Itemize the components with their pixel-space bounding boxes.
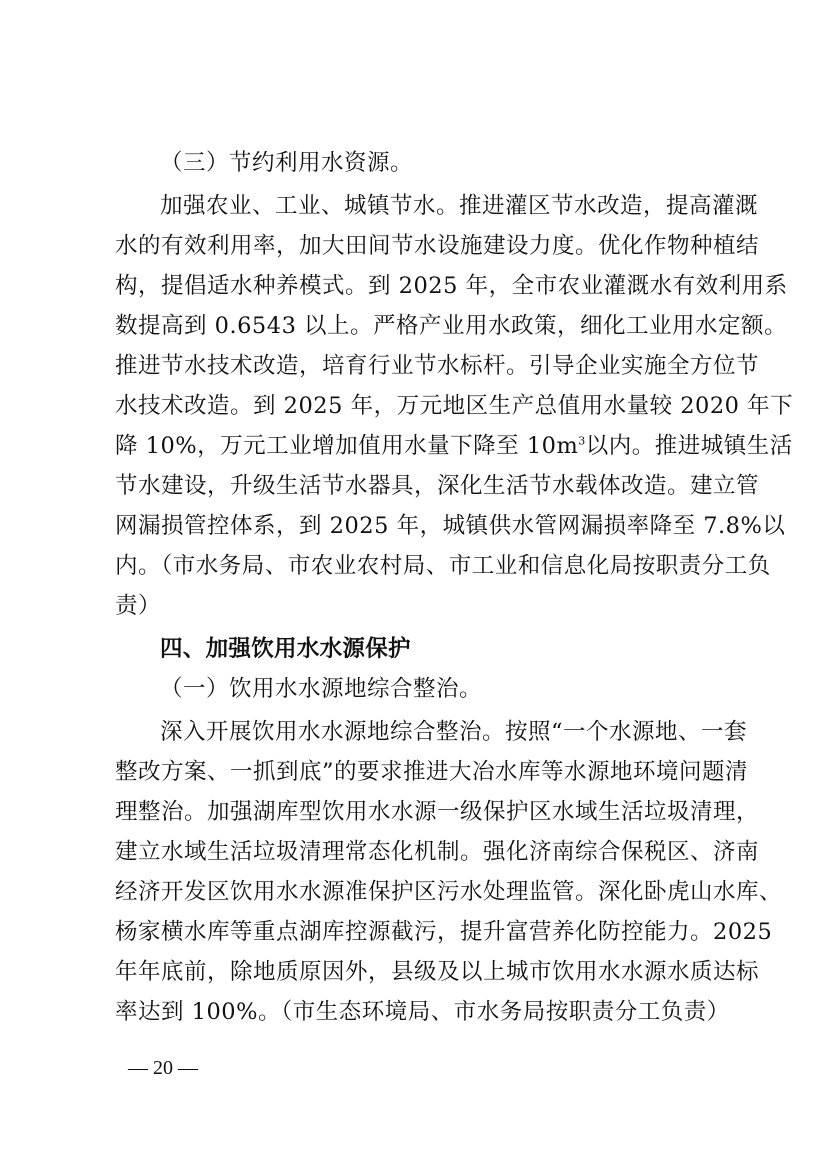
paragraph-line: 内。（市水务局、市农业农村局、市工业和信息化局按职责分工负: [115, 553, 771, 579]
paragraph-line: 建立水域生活垃圾清理常态化机制。强化济南综合保税区、济南: [115, 839, 760, 865]
text-segment: 以内。推进城镇生活: [585, 433, 793, 459]
paragraph-line: 经济开发区饮用水水源准保护区污水处理监管。深化卧虎山水库、: [115, 879, 783, 905]
superscript-exponent: 3: [578, 434, 586, 448]
section-4-heading: 四、加强饮用水水源保护: [160, 636, 411, 662]
section-3-title: （三）节约利用水资源。: [160, 150, 414, 176]
paragraph-line: 推进节水技术改造，培育行业节水标杆。引导企业实施全方位节: [115, 353, 760, 379]
paragraph-line: [115, 426, 793, 466]
paragraph-line: 杨家横水库等重点湖库控源截污，提升富营养化防控能力。2025: [115, 919, 773, 945]
paragraph-line: 年年底前，除地质原因外，县级及以上城市饮用水水源水质达标: [115, 959, 760, 985]
paragraph-line: 率达到 100%。（市生态环境局、市水务局按职责分工负责）: [115, 999, 730, 1025]
paragraph-line: 加强农业、工业、城镇节水。推进灌区节水改造，提高灌溉: [160, 193, 759, 219]
paragraph-line: 数提高到 0.6543 以上。严格产业用水政策，细化工业用水定额。: [115, 313, 788, 339]
paragraph-line: 构，提倡适水种养模式。到 2025 年，全市农业灌溉水有效利用系: [115, 273, 788, 299]
paragraph-line: 水技术改造。到 2025 年，万元地区生产总值用水量较 2020 年下: [115, 393, 794, 419]
paragraph-line: 深入开展饮用水水源地综合整治。按照“一个水源地、一套: [160, 719, 748, 745]
text-segment: 降 10%，万元工业增加值用水量下降至 10m: [115, 433, 579, 459]
paragraph-line: 网漏损管控体系，到 2025 年，城镇供水管网漏损率降至 7.8%以: [115, 513, 786, 539]
page-number: — 20 —: [128, 1057, 198, 1079]
section-4-1-title: （一）饮用水水源地综合整治。: [160, 676, 483, 702]
paragraph-line: 责）: [115, 593, 162, 619]
paragraph-line: 节水建设，升级生活节水器具，深化生活节水载体改造。建立管: [115, 473, 760, 499]
paragraph-line: 整改方案、一抓到底”的要求推进大冶水库等水源地环境问题清: [115, 759, 749, 785]
paragraph-line: 水的有效利用率，加大田间节水设施建设力度。优化作物种植结: [115, 233, 760, 259]
paragraph-line: 理整治。加强湖库型饮用水水源一级保护区水域生活垃圾清理，: [115, 799, 760, 825]
